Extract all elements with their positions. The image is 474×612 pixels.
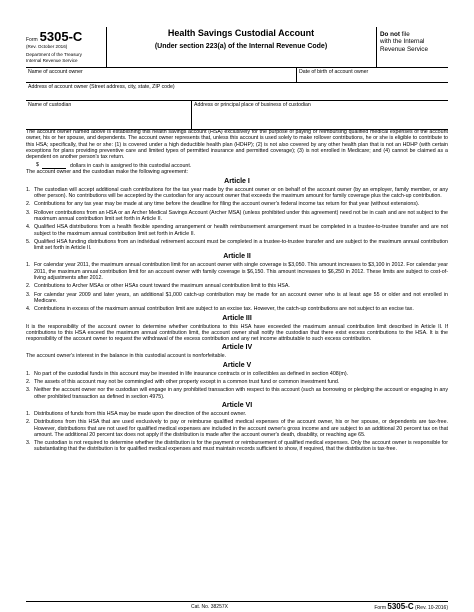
article-heading: Article VI: [221, 401, 253, 409]
article-item: [26, 306, 448, 312]
field-row-owner: [26, 68, 448, 83]
item-text: Contributions for any tax year may be made at any time before the deadline for filing the account owner's federal income tax return for that year (without extensions).: [34, 201, 420, 208]
intro-paragraph: The account owner named above is establishing this health savings account (HSA) exclusively for the purpose of paying or reimbursing qualified medical expenses of the account owner, his or her spouse, and dependents. The account owner represents that, unless this account is used solely to make rollover contributions, he or she is eligible to contribute to this HSA; specifically, that he or she: (1) is covered under a high deductible health plan (HDHP); (2) is not also covered by any other health plan that is not an HDHP (with certain exceptions for plans providing preventive care and limited types of permitted insurance and permitted coverage); (3) is not enrolled in Medicare; and (4) cannot be claimed as a dependent on another person's tax return.: [26, 129, 448, 161]
do-not-file-line-3: Revenue Service: [380, 45, 428, 53]
item-number: 2.: [26, 379, 31, 386]
form-word: Form: [26, 37, 38, 43]
article-heading: Article V: [222, 361, 252, 369]
entry-fields: [26, 67, 448, 130]
field-row-custodian: [26, 101, 448, 130]
do-not-file-line-1: [380, 31, 450, 38]
item-number: 1.: [26, 410, 31, 417]
item-number: 1.: [26, 186, 31, 193]
item-number: 3.: [26, 291, 31, 298]
amount-input[interactable]: [42, 168, 66, 169]
article-item: [26, 411, 448, 417]
articles-container: [26, 178, 448, 453]
item-number: 2.: [26, 283, 31, 290]
article-item: [26, 224, 448, 237]
do-not-file-note: [380, 31, 450, 53]
title-block: [106, 27, 377, 67]
article-item: [26, 387, 448, 400]
item-text: For calendar year 2011, the maximum annual contribution limit for an account owner with single coverage is $3,050. This amount increases to $3,100 in 2012. For calendar year 2011, the maximum annual contribution limit for an account owner with family coverage is $6,150. This amount increases to $6,250 in 2012. These limits are subject to cost-of-living adjustments after 2012.: [34, 262, 448, 282]
item-number: 2.: [26, 419, 31, 426]
account-owner-address-field[interactable]: Address of account owner (Street address, city, state, ZIP code): [28, 84, 175, 90]
item-text: Distributions of funds from this HSA may be made upon the direction of the account owner.: [34, 410, 247, 417]
date-of-birth-field[interactable]: Date of birth of account owner: [296, 68, 448, 82]
article-heading: Article IV: [221, 344, 253, 352]
amount-text: dollars in cash is assigned to this custodial account.: [70, 163, 192, 170]
article-item: [26, 239, 448, 252]
item-text: Qualified HSA distributions from a health flexible spending arrangement or health reimbursement arrangement must be completed in a trustee-to-trustee transfer and are not subject to the maximum annual contribution limit set forth in Article II.: [34, 224, 448, 237]
article-heading: Article I: [224, 177, 250, 185]
form-number: 5305-C: [39, 29, 83, 44]
article-item: [26, 262, 448, 281]
item-text: Contributions to Archer MSAs or other HSAs count toward the maximum annual contribution limit to this HSA.: [34, 283, 290, 290]
agreement-statement: The account owner and the custodian make the following agreement:: [26, 169, 188, 176]
article-item: [26, 187, 448, 200]
form-title: Health Savings Custodial Account: [167, 28, 315, 38]
field-row-owner-address: [26, 83, 448, 101]
article-item: [26, 283, 448, 289]
item-text: Contributions in excess of the maximum annual contribution limit are subject to an excise tax. However, the catch-up contributions are not subject to an excise tax.: [34, 306, 414, 313]
item-text: Qualified HSA funding distributions from an individual retirement account must be completed in a trustee-to-trustee transfer and are subject to the maximum annual contribution limit set forth in Article II.: [34, 238, 448, 252]
do-not-bold: Do not: [380, 31, 400, 38]
footer-form-id: [374, 602, 448, 611]
item-text: The custodian will accept additional cash contributions for the tax year made by the account owner or on behalf of the account owner (by an employer, family member, or any other person). No contributions will be accepted by the custodian for any account owner that exceeds the maximum amount for family coverage plus the catch-up contribution.: [34, 186, 448, 200]
form-id-block: [26, 27, 107, 67]
footer-form-word: Form: [374, 605, 386, 611]
item-text: Distributions from this HSA that are used exclusively to pay or reimburse qualified medical expenses of the account owner, his or her spouse, or dependents are tax-free. However, distributions that are not used for qualified medical expenses are included in the account owner's gross income and are subject to an additional 20 percent tax on that amount. The additional 20 percent tax does not apply if the distribution is made after the account owner's death, disability, or reaching age 65.: [34, 419, 448, 438]
item-number: 4.: [26, 224, 31, 231]
article-item: [26, 210, 448, 223]
custodian-name-field[interactable]: Name of custodian: [28, 102, 72, 108]
form-header: [26, 27, 448, 67]
item-number: 1.: [26, 262, 31, 269]
item-text: The assets of this account may not be commingled with other property except in a common trust fund or common investment fund.: [34, 379, 340, 386]
article-item: [26, 292, 448, 305]
item-text: Neither the account owner nor the custodian will engage in any prohibited transaction with respect to this account (such as borrowing or pledging the account or engaging in any other prohibited transaction as defined in section 4975).: [34, 387, 448, 400]
article-item: [26, 201, 448, 207]
item-number: 5.: [26, 238, 31, 245]
item-text: The custodian is not required to determine whether the distribution is for the payment or reimbursement of qualified medical expenses. Only the account owner is responsible for substantiating that the distribution is for qualified medical expenses and must maintain records sufficient to show, if required, that the distribution is tax-free.: [34, 440, 448, 453]
item-number: 3.: [26, 387, 31, 394]
article-paragraph: It is the responsibility of the account owner to determine whether contributions to this HSA have exceeded the maximum annual contribution limit described in Article II. If contributions to this HSA exceed the maximum annual contribution limit, the account owner shall notify the custodian that there exist excess contributions to the HSA. It is the responsibility of the account owner to request the withdrawal of the excess contribution and any net income attributable to such excess contribution.: [26, 323, 448, 343]
item-number: 1.: [26, 370, 31, 377]
revision-date: (Rev. October 2016): [26, 44, 68, 49]
irs-label: Internal Revenue Service: [26, 58, 78, 63]
article-heading: Article II: [223, 253, 251, 261]
item-text: For calendar year 2009 and later years, an additional $1,000 catch-up contribution may be made for an account owner who is at least age 55 or older and not enrolled in Medicare.: [34, 291, 448, 304]
item-number: 2.: [26, 201, 31, 208]
do-not-rest: file: [399, 31, 410, 38]
custodian-address-field[interactable]: Address or principal place of business of custodian: [191, 101, 448, 129]
account-owner-name-field[interactable]: Name of account owner: [28, 69, 83, 75]
footer-form-number: 5305-C: [387, 602, 414, 611]
form-subtitle: (Under section 223(a) of the Internal Revenue Code): [154, 43, 328, 50]
department-label: Department of the Treasury: [26, 52, 82, 57]
article-item: [26, 419, 448, 438]
form-footer: [26, 601, 448, 611]
footer-revision: (Rev. 10-2016): [415, 605, 448, 611]
article-item: [26, 440, 448, 453]
dollar-sign: $: [36, 162, 39, 169]
item-text: No part of the custodial funds in this account may be invested in life insurance contracts or in collectibles as defined in section 408(m).: [34, 370, 349, 377]
do-not-file-line-2: with the Internal: [380, 38, 425, 46]
article-item: [26, 371, 448, 377]
item-number: 3.: [26, 209, 31, 216]
article-heading: Article III: [222, 314, 252, 322]
item-number: 3.: [26, 440, 31, 447]
amount-line: [26, 162, 448, 169]
agreement-body: [26, 129, 448, 455]
item-text: Rollover contributions from an HSA or an Archer Medical Savings Account (Archer MSA) (unless prohibited under this agreement) need not be in cash and are not subject to the maximum annual contribution limit set forth in Article II.: [34, 209, 448, 222]
catalog-number: Cat. No. 38257X: [191, 604, 228, 610]
article-item: [26, 379, 448, 385]
item-number: 4.: [26, 306, 31, 313]
article-paragraph: The account owner's interest in the balance in this custodial account is nonforfeitable.: [26, 353, 227, 360]
